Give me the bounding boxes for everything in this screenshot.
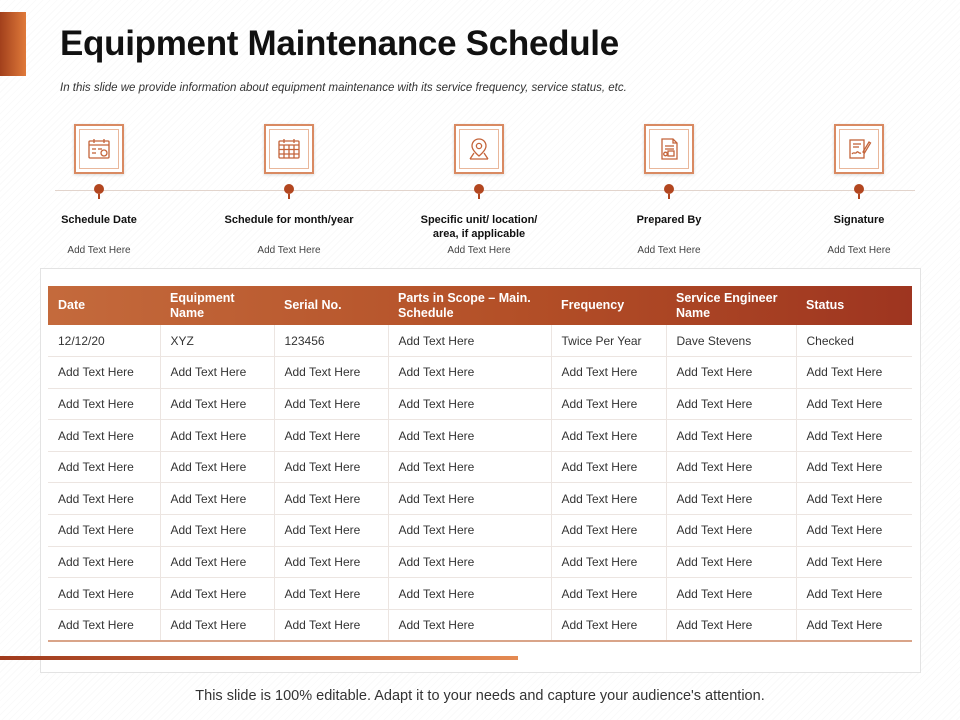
signature-icon <box>846 136 872 162</box>
header-serial-no: Serial No. <box>284 298 342 312</box>
timeline-pin <box>474 184 484 194</box>
title-accent-bar <box>0 12 26 76</box>
table-cell: Add Text Here <box>388 451 551 483</box>
table-cell: Add Text Here <box>796 578 912 610</box>
step-label: Specific unit/ location/ area, if applicable <box>420 214 538 240</box>
header-status: Status <box>806 298 845 312</box>
calendar-grid-icon <box>276 136 302 162</box>
step-icon-box <box>834 124 884 174</box>
table-row <box>48 325 912 357</box>
table-cell: Add Text Here <box>666 388 796 420</box>
table-cell: Add Text Here <box>551 609 666 641</box>
table-row <box>48 483 912 515</box>
table-cell: Add Text Here <box>666 451 796 483</box>
table-cell: Add Text Here <box>274 483 388 515</box>
table-cell: Add Text Here <box>388 483 551 515</box>
table-cell: Add Text Here <box>48 483 160 515</box>
table-cell: Add Text Here <box>666 483 796 515</box>
table-cell: Add Text Here <box>666 420 796 452</box>
table-cell: Add Text Here <box>551 357 666 389</box>
table-cell: Add Text Here <box>48 578 160 610</box>
table-row <box>48 388 912 420</box>
table-cell: Add Text Here <box>666 546 796 578</box>
step-sub-text: Add Text Here <box>827 245 891 256</box>
table-cell: Add Text Here <box>274 578 388 610</box>
page-subtitle: In this slide we provide information about equipment maintenance with its service frequency, service status, etc. <box>60 82 627 94</box>
table-cell: Add Text Here <box>388 609 551 641</box>
table-row <box>48 357 912 389</box>
table-cell: Add Text Here <box>666 515 796 547</box>
timeline-pin <box>854 184 864 194</box>
table-cell: Add Text Here <box>388 515 551 547</box>
step-icon-box <box>454 124 504 174</box>
table-cell: Add Text Here <box>274 420 388 452</box>
step-sub-text: Add Text Here <box>447 245 511 256</box>
table-row <box>48 420 912 452</box>
table-cell: Add Text Here <box>796 451 912 483</box>
table-cell: Add Text Here <box>796 546 912 578</box>
table-cell: Add Text Here <box>388 420 551 452</box>
maintenance-table <box>48 286 912 642</box>
table-cell: Add Text Here <box>48 357 160 389</box>
table-cell: XYZ <box>160 325 274 357</box>
table-cell: Add Text Here <box>274 451 388 483</box>
table-row <box>48 451 912 483</box>
table-cell: Add Text Here <box>551 451 666 483</box>
table-cell: Add Text Here <box>48 546 160 578</box>
location-pin-icon <box>466 136 492 162</box>
step-signature <box>789 124 929 256</box>
step-label: Signature <box>833 214 885 226</box>
step-sub-text: Add Text Here <box>257 245 321 256</box>
header-parts-in-scope: Parts in Scope – Main. Schedule <box>398 290 531 320</box>
table-cell: Add Text Here <box>160 483 274 515</box>
table-cell: Add Text Here <box>48 609 160 641</box>
timeline-pin <box>94 184 104 194</box>
table-cell: 123456 <box>274 325 388 357</box>
table-cell: Checked <box>796 325 912 357</box>
table-cell: Add Text Here <box>796 609 912 641</box>
timeline-pin <box>664 184 674 194</box>
step-specific-unit <box>409 124 549 256</box>
table-cell: Dave Stevens <box>666 325 796 357</box>
footer-note: This slide is 100% editable. Adapt it to your needs and capture your audience's attention. <box>195 688 765 704</box>
table-cell: Add Text Here <box>160 578 274 610</box>
table-cell: Add Text Here <box>388 388 551 420</box>
table-cell: Add Text Here <box>551 420 666 452</box>
table-cell: Add Text Here <box>796 420 912 452</box>
table-cell: Add Text Here <box>48 388 160 420</box>
table-cell: Add Text Here <box>551 546 666 578</box>
step-prepared-by <box>599 124 739 256</box>
table-cell: Add Text Here <box>796 483 912 515</box>
table-cell: Add Text Here <box>796 515 912 547</box>
table-cell: Add Text Here <box>551 388 666 420</box>
table-cell: Add Text Here <box>796 357 912 389</box>
header-frequency: Frequency <box>561 298 625 312</box>
table-cell: Add Text Here <box>160 420 274 452</box>
table-cell: Add Text Here <box>274 546 388 578</box>
table-cell: Add Text Here <box>160 609 274 641</box>
table-cell: Add Text Here <box>274 515 388 547</box>
step-schedule-date <box>29 124 169 256</box>
header-date: Date <box>58 298 86 312</box>
table-cell: Add Text Here <box>388 325 551 357</box>
step-sub-text: Add Text Here <box>637 245 701 256</box>
table-cell: Add Text Here <box>160 357 274 389</box>
table-cell: Add Text Here <box>388 578 551 610</box>
table-cell: Add Text Here <box>551 515 666 547</box>
header-service-engineer: Service Engineer Name <box>676 290 778 320</box>
table-cell: Add Text Here <box>160 451 274 483</box>
step-icon-box <box>74 124 124 174</box>
step-icon-box <box>644 124 694 174</box>
table-cell: Add Text Here <box>666 578 796 610</box>
table-cell: Add Text Here <box>48 451 160 483</box>
table-row <box>48 578 912 610</box>
timeline-pin <box>284 184 294 194</box>
document-icon <box>656 136 682 162</box>
calendar-icon <box>86 136 112 162</box>
page-title: Equipment Maintenance Schedule <box>60 24 619 63</box>
table-cell: Twice Per Year <box>551 325 666 357</box>
table-cell: Add Text Here <box>551 578 666 610</box>
table-row <box>48 515 912 547</box>
step-icon-box <box>264 124 314 174</box>
table-cell: Add Text Here <box>48 420 160 452</box>
table-row <box>48 546 912 578</box>
table-cell: Add Text Here <box>274 357 388 389</box>
table-header-row <box>48 286 912 325</box>
step-sub-text: Add Text Here <box>67 245 131 256</box>
table-cell: Add Text Here <box>388 546 551 578</box>
table-cell: Add Text Here <box>274 609 388 641</box>
table-cell: Add Text Here <box>160 546 274 578</box>
table-row <box>48 609 912 641</box>
table-cell: Add Text Here <box>666 357 796 389</box>
step-schedule-month-year <box>219 124 359 256</box>
bottom-accent-bar <box>0 656 518 660</box>
table-cell: Add Text Here <box>160 515 274 547</box>
header-equipment-name: Equipment Name <box>170 290 235 320</box>
table-cell: Add Text Here <box>48 515 160 547</box>
table-cell: Add Text Here <box>551 483 666 515</box>
table-cell: Add Text Here <box>274 388 388 420</box>
table-cell: Add Text Here <box>160 388 274 420</box>
step-label: Schedule for month/year <box>224 214 354 226</box>
step-label: Schedule Date <box>61 214 137 226</box>
table-cell: Add Text Here <box>796 388 912 420</box>
step-label: Prepared By <box>636 214 702 226</box>
table-cell: Add Text Here <box>666 609 796 641</box>
table-cell: 12/12/20 <box>48 325 160 357</box>
table-cell: Add Text Here <box>388 357 551 389</box>
